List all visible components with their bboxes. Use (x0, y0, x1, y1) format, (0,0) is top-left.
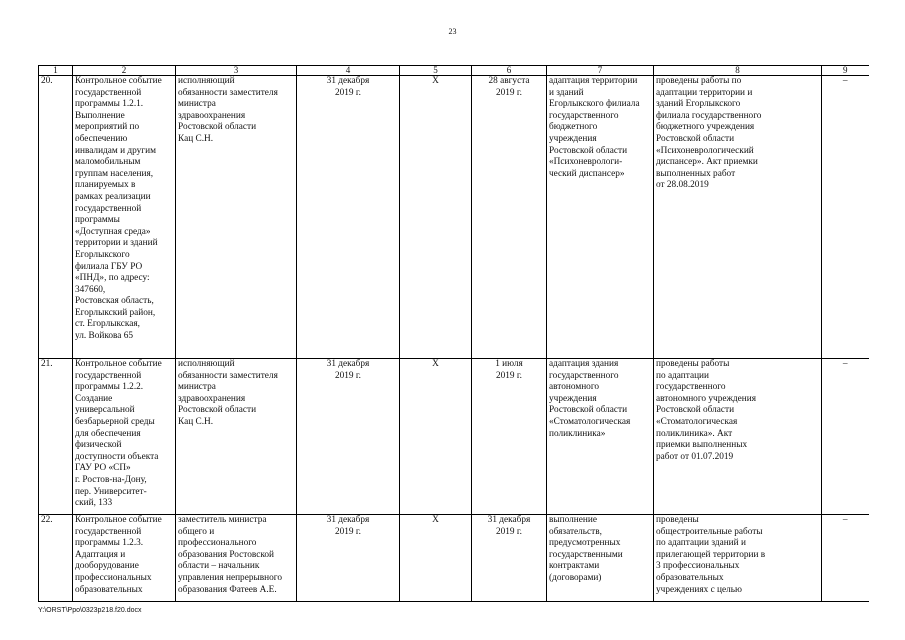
col5-value: Х (400, 515, 472, 602)
file-path-footer: Y:\ORST\Ppo\0323p218.f20.docx (38, 607, 142, 614)
col9-value: – (822, 515, 869, 602)
control-event: Контрольное событие государственной программы 1.2.1. Выполнение мероприятий по обеспечению инвалидам и другим маломобильным группам населения, планируемых в рамках реализации государственной программы «Доступная среда» территории и зданий Егорлыкского филиала ГБУ РО «ПНД», по адресу: 347660, Ростовская область, Егорлыкский район, ст. Егорлыкская, ул. Войкова 65 (73, 76, 176, 359)
col5-value: Х (400, 76, 472, 359)
responsible-person: исполняющий обязанности заместителя министра здравоохранения Ростовской области Кац С.Н. (176, 359, 297, 515)
planned-date: 31 декабря 2019 г. (297, 76, 400, 359)
col9-value: – (822, 76, 869, 359)
row-number: 20. (39, 76, 73, 359)
col-number-5: 5 (400, 66, 472, 76)
control-event: Контрольное событие государственной программы 1.2.3. Адаптация и дооборудование профессиональных образовательных (73, 515, 176, 602)
actual-date: 28 августа 2019 г. (472, 76, 547, 359)
col-number-6: 6 (472, 66, 547, 76)
page-number: 23 (448, 27, 457, 36)
col-number-3: 3 (176, 66, 297, 76)
row-number: 21. (39, 359, 73, 515)
control-event: Контрольное событие государственной программы 1.2.2. Создание универсальной безбарьерной среды для обеспечения физической доступности объекта ГАУ РО «СП» г. Ростов-на-Дону, пер. Университет- ский, 133 (73, 359, 176, 515)
actual-result: проведены работы по адаптации государственного автономного учреждения Ростовской области «Стоматологическая поликлиника». Акт приемки выполненных работ от 01.07.2019 (654, 359, 822, 515)
actual-date: 31 декабря 2019 г. (472, 515, 547, 602)
actual-date: 1 июля 2019 г. (472, 359, 547, 515)
planned-result: выполнение обязательств, предусмотренных государственными контрактами (договорами) (547, 515, 654, 602)
col5-value: Х (400, 359, 472, 515)
col9-value: – (822, 359, 869, 515)
table-row (39, 515, 869, 602)
col-number-4: 4 (297, 66, 400, 76)
row-number: 22. (39, 515, 73, 602)
actual-result: проведены общестроительные работы по адаптации зданий и прилегающей территории в 3 профессиональных образовательных учреждениях с целью (654, 515, 822, 602)
column-number-row (39, 66, 869, 76)
col-number-7: 7 (547, 66, 654, 76)
planned-date: 31 декабря 2019 г. (297, 515, 400, 602)
col-number-8: 8 (654, 66, 822, 76)
col-number-9: 9 (822, 66, 869, 76)
responsible-person: заместитель министра общего и профессионального образования Ростовской области – начальник управления непрерывного образования Фатеев А.Е. (176, 515, 297, 602)
actual-result: проведены работы по адаптации территории и зданий Егорлыкского филиала государственного бюджетного учреждения Ростовской области «Психоневрологический диспансер». Акт приемки выполненных работ от 28.08.2019 (654, 76, 822, 359)
planned-result: адаптация здания государственного автономного учреждения Ростовской области «Стоматологическая поликлиника» (547, 359, 654, 515)
col-number-1: 1 (39, 66, 73, 76)
planned-date: 31 декабря 2019 г. (297, 359, 400, 515)
responsible-person: исполняющий обязанности заместителя министра здравоохранения Ростовской области Кац С.Н. (176, 76, 297, 359)
table-row (39, 359, 869, 515)
planned-result: адаптация территории и зданий Егорлыкского филиала государственного бюджетного учреждения Ростовской области «Психоневрологи- ческий диспансер» (547, 76, 654, 359)
report-table (38, 65, 869, 602)
table-row (39, 76, 869, 359)
col-number-2: 2 (73, 66, 176, 76)
